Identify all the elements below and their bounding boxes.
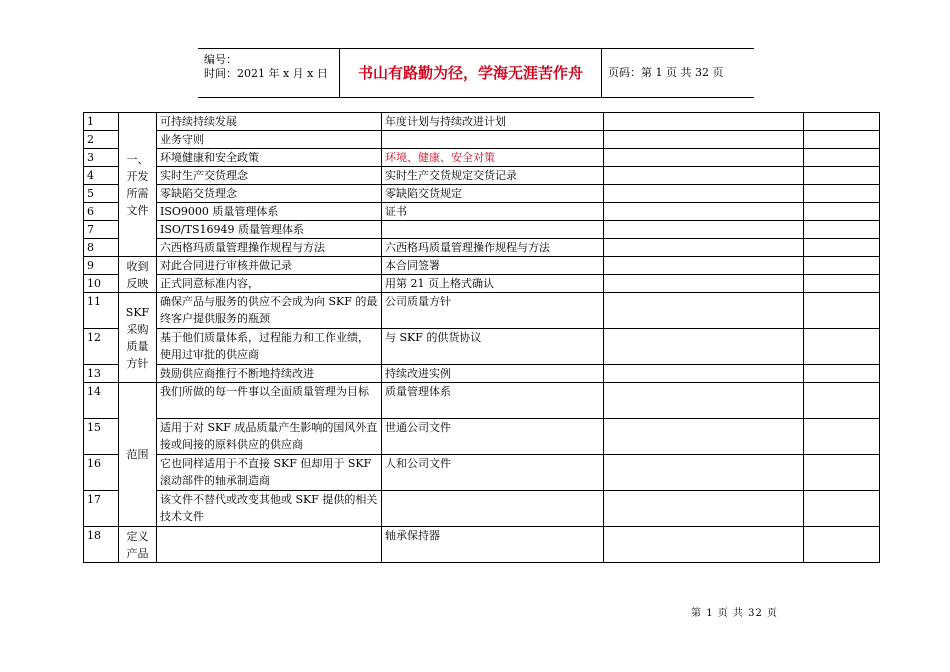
table-row bbox=[84, 455, 880, 491]
blank-cell bbox=[604, 491, 804, 527]
row-number: 5 bbox=[84, 185, 119, 203]
row-number: 10 bbox=[84, 275, 119, 293]
doc-cell: 年度计划与持续改进计划 bbox=[382, 113, 604, 131]
item-cell: 正式同意标准内容， bbox=[157, 275, 382, 293]
table-row bbox=[84, 167, 880, 185]
blank-cell bbox=[804, 455, 880, 491]
row-number: 17 bbox=[84, 491, 119, 527]
table-row bbox=[84, 203, 880, 221]
page-code: 页码：第 1 页 共 32 页 bbox=[608, 66, 724, 79]
table-row bbox=[84, 383, 880, 419]
blank-cell bbox=[804, 185, 880, 203]
item-cell: 我们所做的每一件事以全面质量管理为目标 bbox=[157, 383, 382, 419]
blank-cell bbox=[804, 149, 880, 167]
doc-cell: 与 SKF 的供货协议 bbox=[382, 329, 604, 365]
section-label: 定义产品 bbox=[119, 527, 157, 563]
section-label: 范围 bbox=[119, 383, 157, 527]
item-cell: 业务守则 bbox=[157, 131, 382, 149]
blank-cell bbox=[804, 239, 880, 257]
blank-cell bbox=[804, 257, 880, 275]
table-row bbox=[84, 131, 880, 149]
row-number: 8 bbox=[84, 239, 119, 257]
blank-cell bbox=[604, 221, 804, 239]
blank-cell bbox=[604, 329, 804, 365]
item-cell: 基于他们质量体系，过程能力和工作业绩，使用过审批的供应商 bbox=[157, 329, 382, 365]
row-number: 16 bbox=[84, 455, 119, 491]
table-row bbox=[84, 419, 880, 455]
item-cell: 环境健康和安全政策 bbox=[157, 149, 382, 167]
table-row bbox=[84, 365, 880, 383]
table-row bbox=[84, 293, 880, 329]
number-label: 编号： bbox=[204, 53, 237, 66]
item-cell: 确保产品与服务的供应不会成为向 SKF 的最终客户提供服务的瓶颈 bbox=[157, 293, 382, 329]
blank-cell bbox=[604, 239, 804, 257]
requirements-table bbox=[83, 112, 880, 563]
blank-cell bbox=[804, 203, 880, 221]
motto: 书山有路勤为径，学海无涯苦作舟 bbox=[339, 49, 602, 97]
doc-cell: 世通公司文件 bbox=[382, 419, 604, 455]
doc-cell: 六西格玛质量管理操作规程与方法 bbox=[382, 239, 604, 257]
blank-cell bbox=[804, 527, 880, 563]
blank-cell bbox=[604, 167, 804, 185]
table-row bbox=[84, 257, 880, 275]
table-row bbox=[84, 275, 880, 293]
table-row bbox=[84, 221, 880, 239]
item-cell: 六西格玛质量管理操作规程与方法 bbox=[157, 239, 382, 257]
row-number: 4 bbox=[84, 167, 119, 185]
blank-cell bbox=[604, 293, 804, 329]
blank-cell bbox=[604, 203, 804, 221]
item-cell: 该文件不替代或改变其他或 SKF 提供的相关技术文件 bbox=[157, 491, 382, 527]
item-cell: ISO9000 质量管理体系 bbox=[157, 203, 382, 221]
section-label: 一、开发所需文件 bbox=[119, 113, 157, 257]
item-cell: 适用于对 SKF 成品质量产生影响的国风外直接或间接的原料供应的供应商 bbox=[157, 419, 382, 455]
blank-cell bbox=[604, 257, 804, 275]
blank-cell bbox=[804, 383, 880, 419]
blank-cell bbox=[604, 455, 804, 491]
blank-cell bbox=[604, 149, 804, 167]
row-number: 13 bbox=[84, 365, 119, 383]
table-row bbox=[84, 185, 880, 203]
item-cell: 鼓励供应商推行不断地持续改进 bbox=[157, 365, 382, 383]
doc-cell: 质量管理体系 bbox=[382, 383, 604, 419]
blank-cell bbox=[604, 527, 804, 563]
blank-cell bbox=[804, 131, 880, 149]
section-label: SKF 采购质量方针 bbox=[119, 293, 157, 383]
blank-cell bbox=[804, 275, 880, 293]
doc-cell: 零缺陷交货规定 bbox=[382, 185, 604, 203]
table-row bbox=[84, 491, 880, 527]
row-number: 2 bbox=[84, 131, 119, 149]
blank-cell bbox=[604, 383, 804, 419]
doc-cell: 证书 bbox=[382, 203, 604, 221]
blank-cell bbox=[604, 275, 804, 293]
page-header bbox=[198, 48, 754, 98]
row-number: 11 bbox=[84, 293, 119, 329]
doc-cell: 公司质量方针 bbox=[382, 293, 604, 329]
header-meta bbox=[198, 49, 339, 101]
blank-cell bbox=[804, 113, 880, 131]
doc-cell: 轴承保持器 bbox=[382, 527, 604, 563]
table-row bbox=[84, 527, 880, 563]
row-number: 7 bbox=[84, 221, 119, 239]
doc-cell: 用第 21 页上格式确认 bbox=[382, 275, 604, 293]
row-number: 1 bbox=[84, 113, 119, 131]
row-number: 14 bbox=[84, 383, 119, 419]
doc-cell bbox=[382, 221, 604, 239]
blank-cell bbox=[804, 419, 880, 455]
doc-cell-highlight: 环境、健康、安全对策 bbox=[382, 149, 604, 167]
row-number: 18 bbox=[84, 527, 119, 563]
item-cell: ISO/TS16949 质量管理体系 bbox=[157, 221, 382, 239]
doc-cell bbox=[382, 491, 604, 527]
blank-cell bbox=[604, 419, 804, 455]
doc-cell: 实时生产交货规定交货记录 bbox=[382, 167, 604, 185]
blank-cell bbox=[604, 131, 804, 149]
doc-cell: 本合同签署 bbox=[382, 257, 604, 275]
row-number: 9 bbox=[84, 257, 119, 275]
blank-cell bbox=[604, 113, 804, 131]
table-row bbox=[84, 329, 880, 365]
row-number: 6 bbox=[84, 203, 119, 221]
row-number: 15 bbox=[84, 419, 119, 455]
table-row bbox=[84, 239, 880, 257]
time-label: 时间：2021 年 x 月 x 日 bbox=[204, 67, 328, 80]
blank-cell bbox=[804, 491, 880, 527]
item-cell: 对此合同进行审核并做记录 bbox=[157, 257, 382, 275]
blank-cell bbox=[604, 365, 804, 383]
section-label: 收到反映 bbox=[119, 257, 157, 293]
item-cell bbox=[157, 527, 382, 563]
doc-cell: 持续改进实例 bbox=[382, 365, 604, 383]
row-number: 3 bbox=[84, 149, 119, 167]
page-footer: 第 1 页 共 32 页 bbox=[691, 608, 778, 619]
blank-cell bbox=[804, 329, 880, 365]
table-row bbox=[84, 149, 880, 167]
blank-cell bbox=[604, 185, 804, 203]
blank-cell bbox=[804, 167, 880, 185]
item-cell: 零缺陷交货理念 bbox=[157, 185, 382, 203]
table-row bbox=[84, 113, 880, 131]
item-cell: 实时生产交货理念 bbox=[157, 167, 382, 185]
doc-cell bbox=[382, 131, 604, 149]
row-number: 12 bbox=[84, 329, 119, 365]
doc-cell: 人和公司文件 bbox=[382, 455, 604, 491]
item-cell: 它也同样适用于不直接 SKF 但却用于 SKF 滚动部件的轴承制造商 bbox=[157, 455, 382, 491]
item-cell: 可持续持续发展 bbox=[157, 113, 382, 131]
blank-cell bbox=[804, 365, 880, 383]
blank-cell bbox=[804, 293, 880, 329]
blank-cell bbox=[804, 221, 880, 239]
